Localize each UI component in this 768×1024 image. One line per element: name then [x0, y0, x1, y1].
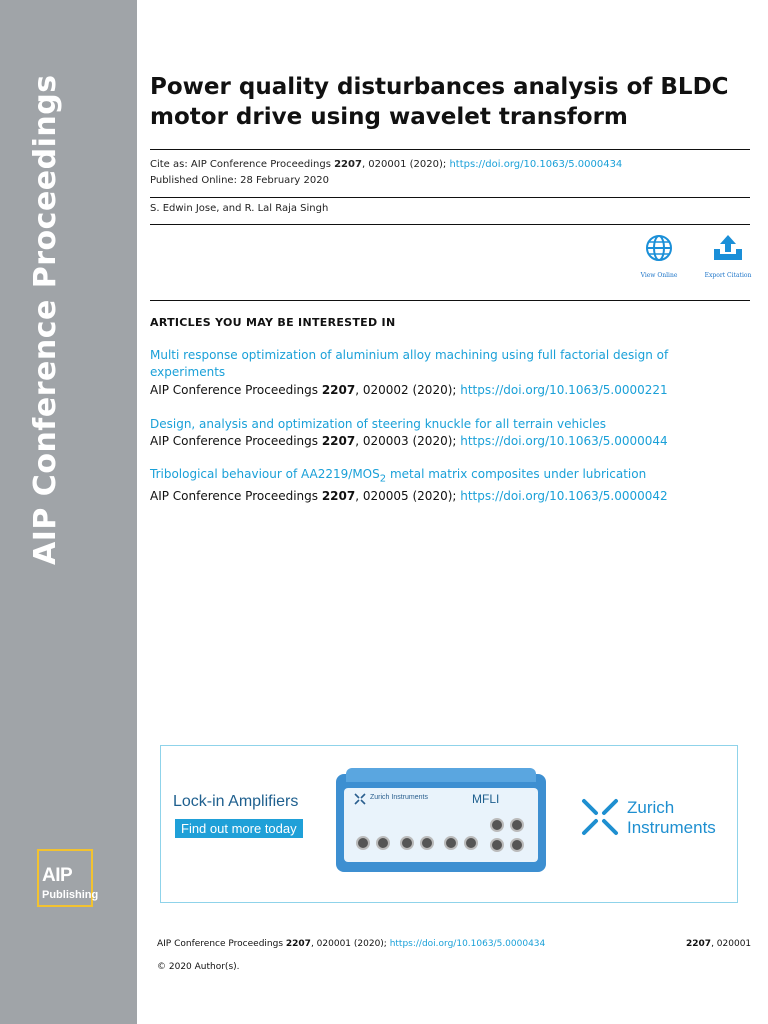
export-citation-button[interactable]	[698, 233, 758, 279]
ref-volume: 2207	[321, 489, 356, 503]
title-subscript: 2	[379, 473, 387, 485]
device-model: MFLI	[472, 792, 500, 806]
view-online-label: View Online	[640, 272, 678, 279]
connector-knob	[356, 836, 370, 850]
device-brand: Zurich Instruments	[370, 794, 428, 801]
company-name	[627, 798, 716, 838]
footer-ref-prefix: AIP Conference Proceedings	[157, 939, 286, 949]
divider	[150, 300, 750, 301]
connector-knob	[490, 838, 504, 852]
logo-text-aip: AIP	[42, 865, 73, 886]
related-articles-heading: ARTICLES YOU MAY BE INTERESTED IN	[150, 316, 396, 329]
cite-prefix: Cite as: AIP Conference Proceedings	[150, 159, 335, 170]
ref-volume: 2207	[321, 383, 356, 397]
connector-knob	[420, 836, 434, 850]
export-citation-label: Export Citation	[704, 272, 752, 279]
device-face	[344, 788, 538, 862]
related-article-reference	[150, 383, 668, 397]
related-article-reference	[150, 489, 668, 503]
connector-knob	[490, 818, 504, 832]
connector-knob	[400, 836, 414, 850]
footer-volume: 2207	[285, 939, 311, 949]
company-name-line1: Zurich	[627, 798, 675, 817]
cite-volume: 2207	[334, 159, 362, 170]
divider	[150, 149, 750, 150]
published-date: Published Online: 28 February 2020	[150, 175, 329, 186]
ref-prefix: AIP Conference Proceedings	[150, 489, 322, 503]
ref-rest: , 020003 (2020);	[355, 434, 461, 448]
connector-knob	[464, 836, 478, 850]
ref-volume: 2207	[321, 434, 356, 448]
footer-page-number	[686, 939, 751, 949]
connector-knob	[444, 836, 458, 850]
footer-citation	[157, 939, 545, 949]
related-doi-link[interactable]: https://doi.org/10.1063/5.0000044	[460, 434, 668, 448]
authors: S. Edwin Jose, and R. Lal Raja Singh	[150, 203, 329, 214]
title-part: Tribological behaviour of AA2219/MOS	[150, 467, 380, 481]
related-doi-link[interactable]: https://doi.org/10.1063/5.0000221	[460, 383, 668, 397]
footer-doi-link[interactable]: https://doi.org/10.1063/5.0000434	[389, 939, 546, 949]
globe-icon	[644, 233, 674, 263]
cite-doi-link[interactable]: https://doi.org/10.1063/5.0000434	[449, 159, 623, 170]
advertisement-banner[interactable]	[160, 745, 738, 903]
article-title: Power quality disturbances analysis of BLDC motor drive using wavelet transform	[150, 74, 729, 130]
related-doi-link[interactable]: https://doi.org/10.1063/5.0000042	[460, 489, 668, 503]
copyright: © 2020 Author(s).	[157, 962, 240, 972]
export-upload-icon	[711, 233, 745, 263]
related-article-title[interactable]: Multi response optimization of aluminium alloy machining using full factorial design of experiments	[150, 348, 669, 379]
zurich-logo-icon	[354, 793, 366, 805]
company-name-line2: Instruments	[627, 818, 716, 837]
view-online-button[interactable]	[629, 233, 689, 279]
related-article-title[interactable]	[150, 466, 740, 487]
device-top	[346, 768, 536, 782]
ref-rest: , 020002 (2020);	[355, 383, 461, 397]
related-article-reference	[150, 434, 668, 448]
title-part: metal matrix composites under lubrication	[386, 467, 647, 481]
connector-knob	[510, 838, 524, 852]
cite-rest: , 020001 (2020);	[361, 159, 450, 170]
connector-knob	[510, 818, 524, 832]
divider	[150, 197, 750, 198]
find-out-more-button[interactable]: Find out more today	[175, 819, 303, 838]
divider	[150, 224, 750, 225]
footer-ref-rest: , 020001 (2020);	[310, 939, 390, 949]
zurich-instruments-logo-icon	[581, 798, 619, 836]
related-article-title[interactable]: Design, analysis and optimization of steering knuckle for all terrain vehicles	[150, 417, 606, 431]
sidebar	[0, 0, 137, 1024]
citation-line	[150, 159, 622, 170]
logo-text-publishing: Publishing	[42, 889, 99, 901]
connector-knob	[376, 836, 390, 850]
ref-prefix: AIP Conference Proceedings	[150, 434, 322, 448]
journal-title-vertical: AIP Conference Proceedings	[28, 74, 63, 565]
device-image	[336, 774, 546, 872]
ad-headline: Lock-in Amplifiers	[173, 793, 299, 810]
footer-page-rest: , 020001	[711, 939, 752, 949]
ref-rest: , 020005 (2020);	[355, 489, 461, 503]
ref-prefix: AIP Conference Proceedings	[150, 383, 322, 397]
footer-page-volume: 2207	[686, 939, 712, 949]
aip-publishing-logo[interactable]	[37, 849, 99, 907]
